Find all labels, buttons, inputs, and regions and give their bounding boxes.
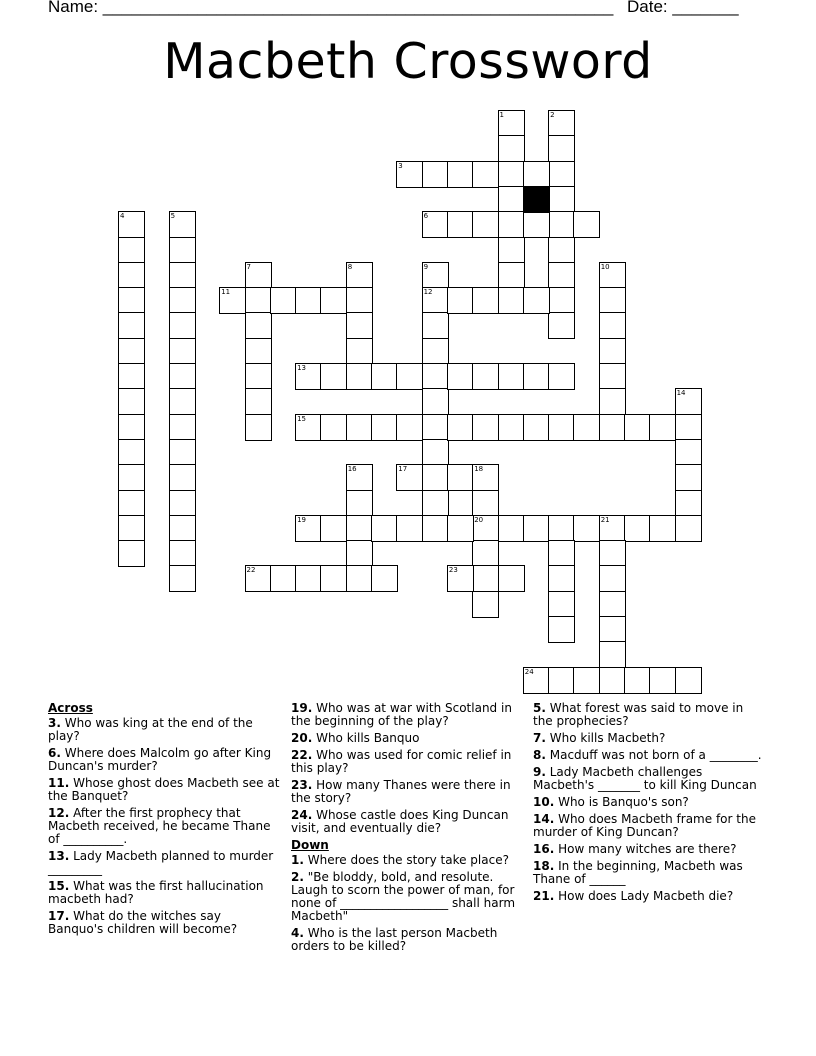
- grid-cell[interactable]: [472, 161, 499, 188]
- grid-cell[interactable]: [498, 414, 525, 441]
- clue-text: In the beginning, Macbeth was Thane of ______: [533, 859, 743, 886]
- grid-cell[interactable]: [118, 237, 145, 264]
- grid-cell[interactable]: [548, 414, 575, 441]
- grid-cell[interactable]: [472, 363, 499, 390]
- grid-cell[interactable]: [422, 211, 449, 238]
- clue-number: 12: [423, 288, 433, 297]
- date-field-label: Date: _______: [627, 0, 739, 16]
- grid-cell[interactable]: [599, 540, 626, 567]
- page-title: Macbeth Crossword: [163, 33, 653, 90]
- clue-text: Who kills Macbeth?: [545, 731, 666, 745]
- clue-number-label: 19.: [291, 701, 313, 715]
- grid-cell[interactable]: [169, 211, 196, 238]
- clue-number-label: 3.: [48, 716, 61, 730]
- grid-cell[interactable]: [118, 388, 145, 415]
- grid-cell[interactable]: [498, 237, 525, 264]
- clue-text: After the first prophecy that Macbeth received, he became Thane of __________.: [48, 806, 271, 846]
- grid-cell[interactable]: [270, 287, 297, 314]
- grid-cell[interactable]: [599, 414, 626, 441]
- across-clue: [48, 807, 280, 846]
- grid-cell[interactable]: [422, 490, 449, 517]
- across-clue: [291, 702, 523, 728]
- down-heading: Down: [291, 838, 329, 852]
- grid-cell[interactable]: [169, 540, 196, 567]
- grid-cell[interactable]: [245, 565, 272, 592]
- across-clue: [291, 749, 523, 775]
- grid-cell[interactable]: [447, 161, 474, 188]
- grid-cell[interactable]: [169, 338, 196, 365]
- clue-number-label: 5.: [533, 701, 546, 715]
- grid-cell[interactable]: [498, 186, 525, 213]
- clue-number-label: 14.: [533, 812, 555, 826]
- grid-cell[interactable]: [498, 363, 525, 390]
- grid-cell[interactable]: [422, 464, 449, 491]
- clues-column-3: [533, 702, 765, 907]
- grid-cell[interactable]: [523, 287, 550, 314]
- grid-cell[interactable]: [498, 287, 525, 314]
- clue-number: 7: [246, 262, 251, 271]
- clue-text: Lady Macbeth challenges Macbeth's _______ to kill King Duncan: [533, 765, 757, 792]
- grid-cell[interactable]: [599, 287, 626, 314]
- clue-number: 23: [448, 566, 458, 575]
- grid-cell[interactable]: [599, 667, 626, 694]
- clue-number-label: 8.: [533, 748, 546, 762]
- clue-number: 19: [297, 515, 307, 524]
- down-clue: [291, 854, 523, 867]
- clue-text: Macduff was not born of a ________.: [545, 748, 762, 762]
- grid-cell[interactable]: [447, 515, 474, 542]
- grid-cell[interactable]: [675, 667, 702, 694]
- grid-cell[interactable]: [346, 414, 373, 441]
- clue-number-label: 11.: [48, 776, 70, 790]
- grid-cell[interactable]: [523, 667, 550, 694]
- grid-cell[interactable]: [675, 439, 702, 466]
- grid-cell[interactable]: [320, 565, 347, 592]
- clue-text: What forest was said to move in the prophecies?: [533, 701, 744, 728]
- grid-cell[interactable]: [118, 439, 145, 466]
- grid-cell[interactable]: [320, 363, 347, 390]
- grid-cell[interactable]: [599, 641, 626, 668]
- across-clue: [291, 809, 523, 835]
- grid-cell[interactable]: [472, 565, 499, 592]
- grid-cell[interactable]: [498, 515, 525, 542]
- grid-cell[interactable]: [169, 312, 196, 339]
- grid-cell[interactable]: [548, 161, 575, 188]
- grid-cell[interactable]: [447, 211, 474, 238]
- down-clue: [533, 749, 765, 762]
- grid-cell[interactable]: [396, 161, 423, 188]
- grid-cell[interactable]: [523, 515, 550, 542]
- grid-cell[interactable]: [523, 161, 550, 188]
- grid-cell[interactable]: [599, 262, 626, 289]
- clue-number: 6: [423, 212, 429, 221]
- clue-number: 17: [398, 465, 408, 474]
- across-clue: [48, 850, 280, 876]
- down-clue: [533, 813, 765, 839]
- grid-cell[interactable]: [346, 515, 373, 542]
- grid-cell[interactable]: [346, 490, 373, 517]
- grid-cell[interactable]: [169, 565, 196, 592]
- grid-cell[interactable]: [472, 540, 499, 567]
- grid-cell[interactable]: [346, 287, 373, 314]
- across-clue: [291, 779, 523, 805]
- grid-cell[interactable]: [118, 490, 145, 517]
- grid-cell[interactable]: [219, 287, 246, 314]
- grid-cell[interactable]: [118, 414, 145, 441]
- grid-cell[interactable]: [447, 464, 474, 491]
- grid-cell[interactable]: [548, 565, 575, 592]
- grid-cell[interactable]: [245, 338, 272, 365]
- clue-text: Who was used for comic relief in this play?: [291, 748, 512, 775]
- clue-text: Where does the story take place?: [303, 853, 509, 867]
- grid-cell[interactable]: [118, 464, 145, 491]
- grid-cell[interactable]: [573, 211, 600, 238]
- across-clue: [48, 747, 280, 773]
- across-clue: [48, 717, 280, 743]
- grid-cell[interactable]: [320, 515, 347, 542]
- grid-cell[interactable]: [422, 414, 449, 441]
- grid-cell[interactable]: [371, 363, 398, 390]
- grid-cell[interactable]: [472, 211, 499, 238]
- clue-text: Who kills Banquo: [312, 731, 420, 745]
- clue-number: 4: [120, 212, 125, 221]
- grid-cell[interactable]: [118, 287, 145, 314]
- grid-cell[interactable]: [548, 262, 575, 289]
- clue-number: 5: [170, 212, 176, 221]
- grid-cell[interactable]: [270, 565, 297, 592]
- clue-text: How many witches are there?: [554, 842, 737, 856]
- grid-cell[interactable]: [675, 414, 702, 441]
- clue-number-label: 15.: [48, 879, 70, 893]
- grid-cell[interactable]: [396, 363, 423, 390]
- grid-cell[interactable]: [573, 414, 600, 441]
- grid-cell[interactable]: [548, 211, 575, 238]
- grid-cell[interactable]: [422, 338, 449, 365]
- down-clue: [533, 860, 765, 886]
- grid-cell[interactable]: [396, 515, 423, 542]
- clue-text: Who was king at the end of the play?: [48, 716, 253, 743]
- grid-cell[interactable]: [498, 211, 525, 238]
- grid-cell[interactable]: [472, 464, 499, 491]
- grid-cell[interactable]: [295, 287, 322, 314]
- name-field-label: Name: ______________________________________________________: [48, 0, 614, 16]
- clue-number-label: 23.: [291, 778, 313, 792]
- grid-cell[interactable]: [548, 110, 575, 137]
- grid-cell[interactable]: [245, 262, 272, 289]
- grid-cell[interactable]: [573, 515, 600, 542]
- grid-cell[interactable]: [649, 414, 676, 441]
- grid-cell[interactable]: [346, 338, 373, 365]
- grid-cell[interactable]: [599, 312, 626, 339]
- grid-cell[interactable]: [422, 161, 449, 188]
- grid-cell[interactable]: [599, 515, 626, 542]
- clue-number: 10: [600, 262, 610, 271]
- grid-cell[interactable]: [295, 363, 322, 390]
- clue-text: What was the first hallucination macbeth had?: [48, 879, 264, 906]
- across-clue: [48, 880, 280, 906]
- clue-number-label: 21.: [533, 889, 555, 903]
- clue-text: Who is Banquo's son?: [554, 795, 689, 809]
- clue-number-label: 16.: [533, 842, 555, 856]
- grid-cell[interactable]: [422, 312, 449, 339]
- grid-cell[interactable]: [447, 414, 474, 441]
- clue-number: 21: [600, 515, 610, 524]
- grid-cell[interactable]: [245, 287, 272, 314]
- grid-cell[interactable]: [599, 338, 626, 365]
- grid-cell[interactable]: [118, 338, 145, 365]
- grid-cell[interactable]: [624, 515, 651, 542]
- grid-cell[interactable]: [573, 667, 600, 694]
- clue-text: What do the witches say Banquo's children will become?: [48, 909, 238, 936]
- grid-cell[interactable]: [295, 515, 322, 542]
- grid-cell[interactable]: [447, 287, 474, 314]
- grid-cell[interactable]: [498, 135, 525, 162]
- grid-cell[interactable]: [346, 565, 373, 592]
- grid-cell[interactable]: [548, 186, 575, 213]
- clue-number: 3: [398, 161, 403, 170]
- grid-cell[interactable]: [548, 287, 575, 314]
- grid-cell[interactable]: [118, 515, 145, 542]
- grid-cell[interactable]: [548, 667, 575, 694]
- clue-text: Lady Macbeth planned to murder _________: [48, 849, 274, 876]
- clue-text: How does Lady Macbeth die?: [554, 889, 734, 903]
- grid-cell[interactable]: [169, 515, 196, 542]
- clue-text: Whose castle does King Duncan visit, and eventually die?: [291, 808, 509, 835]
- grid-cell[interactable]: [675, 464, 702, 491]
- grid-cell[interactable]: [422, 439, 449, 466]
- down-clue: [533, 732, 765, 745]
- grid-cell[interactable]: [675, 515, 702, 542]
- clues-column-2: [291, 702, 523, 957]
- clue-number: 18: [474, 465, 484, 474]
- clue-number: 9: [423, 262, 429, 271]
- grid-cell[interactable]: [599, 591, 626, 618]
- grid-cell[interactable]: [245, 312, 272, 339]
- clue-text: Who is the last person Macbeth orders to be killed?: [291, 926, 498, 953]
- grid-cell[interactable]: [447, 363, 474, 390]
- grid-cell[interactable]: [169, 388, 196, 415]
- clue-text: Who was at war with Scotland in the beginning of the play?: [291, 701, 512, 728]
- clue-number-label: 4.: [291, 926, 304, 940]
- clue-number-label: 18.: [533, 859, 555, 873]
- clue-text: Whose ghost does Macbeth see at the Banquet?: [48, 776, 280, 803]
- grid-cell[interactable]: [599, 565, 626, 592]
- grid-cell[interactable]: [422, 287, 449, 314]
- grid-cell[interactable]: [371, 565, 398, 592]
- grid-cell[interactable]: [371, 515, 398, 542]
- grid-cell[interactable]: [472, 515, 499, 542]
- grid-cell[interactable]: [472, 287, 499, 314]
- clue-text: Who does Macbeth frame for the murder of King Duncan?: [533, 812, 756, 839]
- grid-cell[interactable]: [472, 414, 499, 441]
- clue-number: 8: [347, 262, 353, 271]
- across-clue: [48, 910, 280, 936]
- clue-number: 14: [676, 389, 686, 398]
- grid-cell[interactable]: [447, 565, 474, 592]
- grid-cell[interactable]: [422, 262, 449, 289]
- grid-cell[interactable]: [118, 211, 145, 238]
- grid-cell[interactable]: [422, 363, 449, 390]
- grid-cell[interactable]: [169, 287, 196, 314]
- clue-number: 24: [524, 667, 534, 676]
- grid-cell[interactable]: [346, 262, 373, 289]
- grid-cell[interactable]: [649, 515, 676, 542]
- clue-number-label: 12.: [48, 806, 70, 820]
- grid-cell[interactable]: [169, 490, 196, 517]
- grid-cell[interactable]: [346, 540, 373, 567]
- clue-number: 1: [499, 111, 504, 119]
- clue-number-label: 1.: [291, 853, 304, 867]
- grid-cell[interactable]: [295, 414, 322, 441]
- grid-cell[interactable]: [396, 414, 423, 441]
- down-clue: [291, 871, 523, 923]
- clue-number-label: 2.: [291, 870, 304, 884]
- grid-cell[interactable]: [472, 591, 499, 618]
- grid-cell[interactable]: [346, 363, 373, 390]
- clue-number-label: 17.: [48, 909, 70, 923]
- grid-cell[interactable]: [169, 464, 196, 491]
- across-clue: [291, 732, 523, 745]
- clue-number-label: 10.: [533, 795, 555, 809]
- grid-cell[interactable]: [548, 515, 575, 542]
- grid-cell[interactable]: [523, 414, 550, 441]
- grid-cell[interactable]: [599, 388, 626, 415]
- grid-cell[interactable]: [675, 490, 702, 517]
- down-clue: [533, 702, 765, 728]
- grid-cell[interactable]: [472, 490, 499, 517]
- clue-number: 20: [474, 515, 484, 524]
- grid-cell[interactable]: [169, 237, 196, 264]
- grid-cell[interactable]: [548, 363, 575, 390]
- clue-number-label: 20.: [291, 731, 313, 745]
- clue-number-label: 22.: [291, 748, 313, 762]
- across-clue: [48, 777, 280, 803]
- clue-number: 15: [297, 414, 307, 423]
- grid-cell[interactable]: [118, 540, 145, 567]
- grid-cell[interactable]: [371, 414, 398, 441]
- grid-cell[interactable]: [245, 414, 272, 441]
- grid-cell[interactable]: [599, 363, 626, 390]
- grid-cell[interactable]: [169, 439, 196, 466]
- clue-number: 22: [246, 566, 256, 575]
- grid-cell[interactable]: [649, 667, 676, 694]
- clue-number: 16: [347, 465, 357, 474]
- grid-cell[interactable]: [169, 262, 196, 289]
- clue-number-label: 13.: [48, 849, 70, 863]
- grid-cell[interactable]: [169, 363, 196, 390]
- grid-cell[interactable]: [548, 591, 575, 618]
- grid-cell[interactable]: [523, 211, 550, 238]
- down-clue: [291, 927, 523, 953]
- grid-cell[interactable]: [320, 414, 347, 441]
- grid-cell[interactable]: [422, 515, 449, 542]
- grid-cell[interactable]: [396, 464, 423, 491]
- grid-cell[interactable]: [118, 312, 145, 339]
- grid-cell[interactable]: [422, 388, 449, 415]
- grid-cell[interactable]: [169, 414, 196, 441]
- clue-number: 2: [550, 111, 555, 119]
- grid-cell[interactable]: [346, 312, 373, 339]
- grid-cell[interactable]: [548, 540, 575, 567]
- down-clue: [533, 796, 765, 809]
- grid-cell[interactable]: [295, 565, 322, 592]
- clue-number-label: 24.: [291, 808, 313, 822]
- clue-text: Where does Malcolm go after King Duncan's murder?: [48, 746, 272, 773]
- grid-cell[interactable]: [548, 237, 575, 264]
- grid-cell[interactable]: [498, 110, 525, 137]
- grid-cell[interactable]: [498, 565, 525, 592]
- clues-column-1: [48, 702, 280, 940]
- grid-cell[interactable]: [245, 388, 272, 415]
- clue-number-label: 6.: [48, 746, 61, 760]
- clue-number: 11: [221, 288, 231, 297]
- grid-cell[interactable]: [245, 363, 272, 390]
- clue-number-label: 7.: [533, 731, 546, 745]
- grid-cell[interactable]: [624, 414, 651, 441]
- clue-number-label: 9.: [533, 765, 546, 779]
- grid-cell[interactable]: [624, 667, 651, 694]
- grid-cell[interactable]: [498, 262, 525, 289]
- grid-cell[interactable]: [675, 388, 702, 415]
- grid-cell[interactable]: [548, 312, 575, 339]
- grid-cell[interactable]: [523, 363, 550, 390]
- clue-text: How many Thanes were there in the story?: [291, 778, 511, 805]
- down-clue: [533, 843, 765, 856]
- across-heading: Across: [48, 701, 93, 715]
- grid-cell[interactable]: [118, 363, 145, 390]
- black-cell: [523, 186, 550, 213]
- grid-cell[interactable]: [346, 464, 373, 491]
- down-clue: [533, 766, 765, 792]
- down-clue: [533, 890, 765, 903]
- grid-cell[interactable]: [498, 161, 525, 188]
- grid-cell[interactable]: [548, 135, 575, 162]
- grid-cell[interactable]: [599, 616, 626, 643]
- grid-cell[interactable]: [320, 287, 347, 314]
- clue-text: "Be bloddy, bold, and resolute. Laugh to scorn the power of man, for none of __________________ shall harm Macbeth": [291, 870, 516, 923]
- grid-cell[interactable]: [118, 262, 145, 289]
- clue-number: 13: [297, 364, 307, 372]
- grid-cell[interactable]: [548, 616, 575, 643]
